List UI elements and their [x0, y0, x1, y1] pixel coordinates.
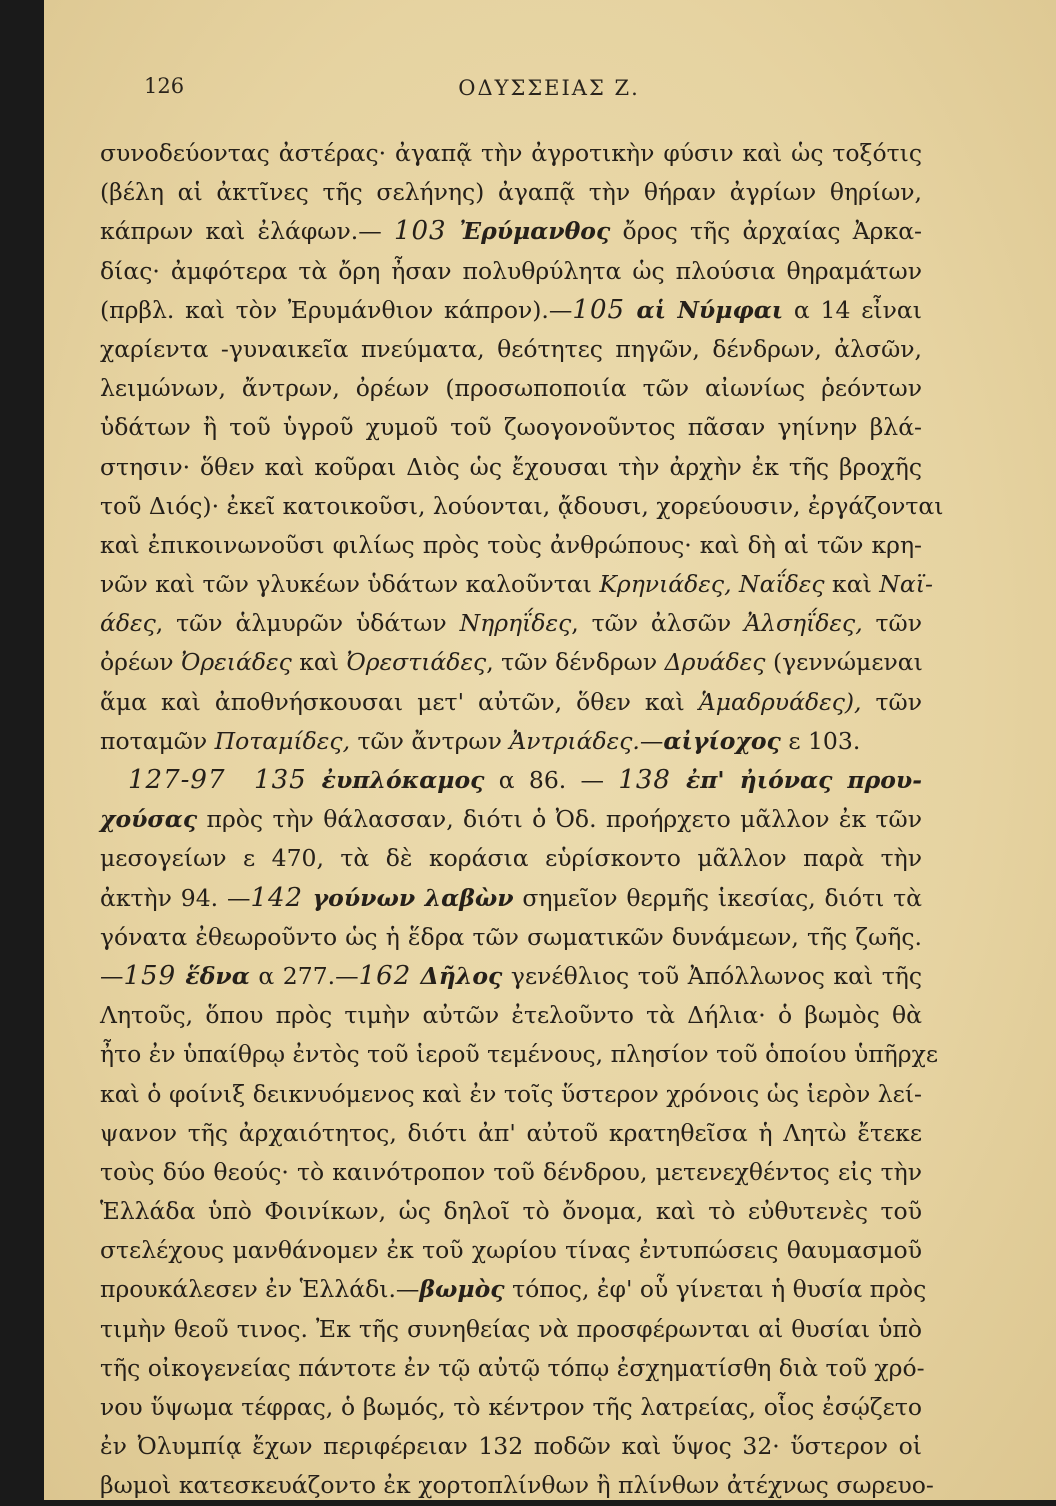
text-segment: χαρίεντα -γυναικεῖα πνεύματα, θεότητες πηγῶν, δένδρων, ἀλσῶν,: [100, 334, 922, 363]
text-segment: προυκάλεσεν ἐν Ἑλλάδι.—: [100, 1275, 420, 1304]
commentary-text: [100, 134, 944, 1506]
italic-term: Ὀρειάδες: [181, 648, 292, 677]
text-segment: , τῶν ἀλσῶν: [571, 609, 745, 638]
text-line: [100, 683, 922, 722]
italic-term: Ἁμαδρυάδες),: [698, 687, 862, 716]
text-line: [100, 526, 922, 565]
text-line: [100, 1231, 922, 1270]
text-segment: ψανον τῆς ἀρχαιότητος, διότι ἀπ' αὐτοῦ κρατηθεῖσα ἡ Λητὼ ἔτεκε: [100, 1118, 922, 1147]
text-segment: κάπρων καὶ ἐλάφων.—: [100, 217, 394, 246]
lemma-term: Ἐρύμανθος: [446, 217, 611, 246]
text-segment: πρὸς τὴν θάλασσαν, διότι ὁ Ὀδ. προήρχετο μᾶλλον ἐκ τῶν: [197, 805, 922, 834]
text-line: [100, 761, 922, 800]
line-reference-number: 162: [358, 960, 412, 991]
text-segment: α 86. —: [484, 766, 619, 794]
text-segment: Ἑλλάδα ὑπὸ Φοινίκων, ὡς δηλοῖ τὸ ὄνομα, καὶ τὸ εὐθυτενὲς τοῦ: [100, 1197, 922, 1226]
text-line: [100, 1192, 922, 1231]
text-line: [100, 212, 922, 251]
italic-term: Δρυάδες: [664, 648, 766, 677]
text-segment: ἅμα καὶ ἀποθνήσκουσαι μετ' αὐτῶν, ὅθεν καὶ: [100, 687, 699, 716]
text-line: [100, 800, 922, 839]
text-segment: τοῦ Διός)· ἐκεῖ κατοικοῦσι, λούονται, ᾄδουσι, χορεύουσιν, ἐργάζονται: [100, 491, 944, 520]
text-segment: ὀρέων: [100, 648, 182, 677]
line-reference-number: 105: [572, 294, 626, 325]
text-segment: —: [100, 961, 124, 990]
text-line: [100, 643, 922, 682]
text-segment: καὶ ὁ φοίνιξ δεικνυόμενος καὶ ἐν τοῖς ὕστερον χρόνοις ὡς ἱερὸν λεί-: [100, 1079, 922, 1108]
text-segment: (γεννώμεναι: [765, 648, 923, 677]
text-segment: νου ὕψωμα τέφρας, ὁ βωμός, τὸ κέντρον τῆς λατρείας, οἷος ἐσῴζετο: [100, 1393, 922, 1421]
lemma-term: αἰγίοχος: [663, 726, 781, 755]
text-segment: τοὺς δύο θεούς· τὸ καινότροπον τοῦ δένδρου, μετενεχθέντος εἰς τὴν: [100, 1157, 922, 1186]
text-line: [100, 918, 922, 957]
text-segment: [226, 766, 255, 794]
lemma-term: Δῆλος: [411, 961, 503, 990]
italic-term: Νηρηΐδες: [459, 609, 572, 638]
lemma-term: ἐπ' ἠιόνας πρου-: [670, 766, 922, 794]
text-segment: τῶν: [861, 687, 922, 716]
text-line: [100, 448, 922, 487]
text-segment: στελέχους μανθάνομεν ἐκ τοῦ χωρίου τίνας ἐντυπώσεις θαυμασμοῦ: [100, 1236, 922, 1265]
text-segment: γόνατα ἐθεωροῦντο ὡς ἡ ἕδρα τῶν σωματικῶν δυνάμεων, τῆς ζωῆς.: [100, 922, 922, 951]
line-reference-number: 142: [250, 882, 304, 913]
lemma-term: ἕδνα: [176, 961, 250, 990]
text-line: [100, 996, 922, 1035]
text-segment: καὶ ἐπικοινωνοῦσι φιλίως πρὸς τοὺς ἀνθρώπους· καὶ δὴ αἱ τῶν κρη-: [100, 530, 922, 559]
italic-term: Ναϊ-: [879, 570, 933, 599]
italic-term: άδες: [100, 609, 156, 638]
text-segment: ἀκτὴν 94. —: [100, 883, 251, 912]
text-segment: —: [639, 726, 664, 755]
text-line: [100, 291, 922, 330]
page-number: 126: [144, 74, 185, 98]
text-line: [100, 957, 922, 996]
text-segment: (πρβλ. καὶ τὸν Ἐρυμάνθιον κάπρον).—: [100, 295, 573, 324]
text-segment: ε 103.: [780, 726, 861, 755]
text-line: [100, 487, 944, 526]
text-line: [100, 369, 922, 408]
line-reference-number: 135: [254, 765, 307, 795]
text-segment: βωμοὶ κατεσκευάζοντο ἐκ χορτοπλίνθων ἢ πλίνθων ἀτέχνως σωρευο-: [100, 1471, 934, 1500]
text-line: [100, 173, 922, 212]
lemma-term: αἱ Νύμφαι: [625, 295, 784, 324]
text-line: [100, 1114, 922, 1153]
text-line: [100, 408, 922, 447]
text-segment: στησιν· ὅθεν καὶ κοῦραι Διὸς ὡς ἔχουσαι τὴν ἀρχὴν ἐκ τῆς βροχῆς: [100, 452, 922, 481]
line-reference-number: 127-97: [128, 765, 226, 795]
text-segment: σημεῖον θερμῆς ἱκεσίας, διότι τὰ: [513, 883, 922, 912]
text-line: [100, 1270, 927, 1309]
italic-term: Ἀντριάδες.: [509, 726, 640, 755]
lemma-term: χούσας: [100, 805, 198, 834]
lemma-term: βωμὸς: [419, 1275, 505, 1304]
text-segment: τῶν: [862, 609, 923, 638]
line-reference-number: 138: [618, 765, 671, 795]
text-line: [100, 565, 933, 604]
text-segment: δίας· ἀμφότερα τὰ ὄρη ἦσαν πολυθρύλητα ὡς πλούσια θηραμάτων: [100, 256, 922, 285]
text-segment: τῶν ἄντρων: [350, 726, 510, 755]
text-line: [100, 1388, 922, 1427]
text-line: [100, 330, 922, 369]
text-segment: ἦτο ἐν ὑπαίθρῳ ἐντὸς τοῦ ἱεροῦ τεμένους, πλησίον τοῦ ὁποίου ὑπῆρχε: [100, 1040, 938, 1069]
text-segment: μεσογείων ε 470, τὰ δὲ κοράσια εὑρίσκοντο μᾶλλον παρὰ τὴν: [100, 844, 922, 873]
text-line: [100, 252, 922, 291]
text-segment: τιμὴν θεοῦ τινος. Ἐκ τῆς συνηθείας νὰ προσφέρωνται αἱ θυσίαι ὑπὸ: [100, 1314, 922, 1343]
line-reference-number: 159: [123, 960, 177, 991]
text-segment: ὑδάτων ἢ τοῦ ὑγροῦ χυμοῦ τοῦ ζωογονοῦντος πᾶσαν γηίνην βλά-: [100, 413, 922, 442]
text-segment: καὶ: [824, 570, 880, 599]
italic-term: Ὀρεστιάδες: [346, 648, 487, 677]
text-line: [100, 1310, 922, 1349]
text-segment: Λητοῦς, ὅπου πρὸς τιμὴν αὐτῶν ἐτελοῦντο τὰ Δήλια· ὁ βωμὸς θὰ: [100, 1001, 922, 1030]
text-segment: τῆς οἰκογενείας πάντοτε ἐν τῷ αὐτῷ τόπῳ ἐσχηματίσθη διὰ τοῦ χρό-: [100, 1353, 925, 1382]
text-line: [100, 1035, 938, 1074]
text-line: [100, 839, 922, 878]
text-segment: λειμώνων, ἄντρων, ὀρέων (προσωποποιία τῶν αἰωνίως ῥεόντων: [100, 374, 922, 403]
text-segment: καὶ: [291, 648, 347, 677]
italic-term: Κρηνιάδες, Ναΐδες: [599, 570, 825, 599]
text-segment: νῶν καὶ τῶν γλυκέων ὑδάτων καλοῦνται: [100, 570, 600, 599]
lemma-term: γούνων λαβὼν: [303, 883, 514, 912]
text-line: [100, 1153, 922, 1192]
text-segment: , τῶν ἁλμυρῶν ὑδάτων: [155, 609, 460, 638]
italic-term: Ποταμίδες,: [214, 726, 351, 755]
text-segment: τόπος, ἐφ' οὗ γίνεται ἡ θυσία πρὸς: [504, 1275, 927, 1304]
lemma-term: ἐυπλόκαμος: [306, 766, 485, 794]
text-segment: συνοδεύοντας ἀστέρας· ἀγαπᾷ τὴν ἀγροτικὴν φύσιν καὶ ὡς τοξότις: [100, 139, 922, 167]
text-line: [100, 134, 922, 173]
text-line: [100, 1349, 925, 1388]
text-segment: ἐν Ὀλυμπίᾳ ἔχων περιφέρειαν 132 ποδῶν καὶ ὕψος 32· ὕστερον οἱ: [100, 1432, 922, 1461]
text-line: [100, 879, 922, 918]
text-segment: ὄρος τῆς ἀρχαίας Ἀρκα-: [610, 217, 922, 246]
page-header: [144, 74, 954, 106]
text-segment: γενέθλιος τοῦ Ἀπόλλωνος καὶ τῆς: [502, 961, 923, 990]
text-segment: α 277.—: [249, 961, 359, 990]
text-line: [100, 1427, 922, 1466]
line-reference-number: 103: [393, 216, 447, 247]
text-segment: ποταμῶν: [100, 726, 215, 755]
running-head: ΟΔΥΣΣΕΙΑΣ Ζ.: [458, 76, 640, 100]
text-line: [100, 722, 922, 761]
text-segment: α 14 εἶναι: [783, 295, 922, 324]
text-segment: (βέλη αἱ ἀκτῖνες τῆς σελήνης) ἀγαπᾷ τὴν θήραν ἀγρίων θηρίων,: [100, 178, 922, 207]
text-segment: , τῶν δένδρων: [486, 648, 665, 677]
italic-term: Ἀλσηΐδες,: [744, 609, 863, 638]
text-line: [100, 604, 922, 643]
text-line: [100, 1075, 922, 1114]
